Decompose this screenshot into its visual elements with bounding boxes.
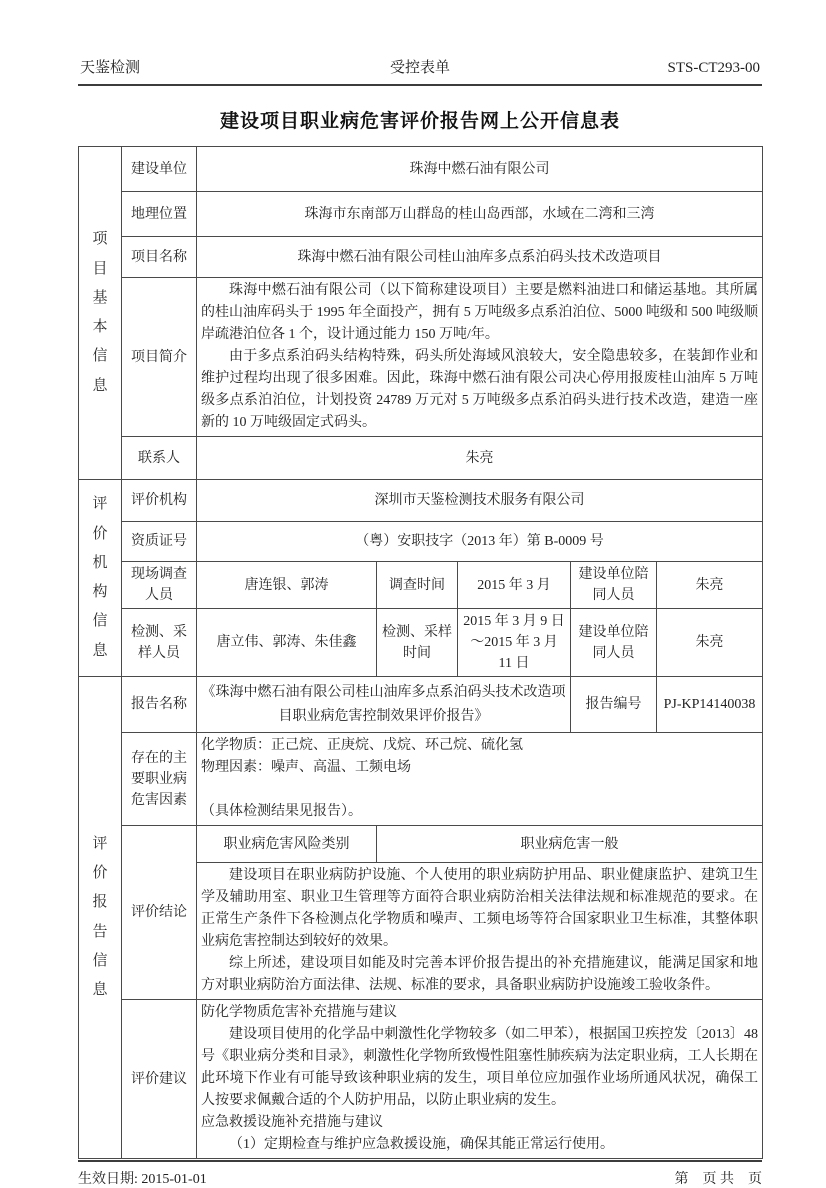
field-label-main-hazards: 存在的主要职业病危害因素 <box>122 733 197 826</box>
field-value-certificate-no: （粤）安职技字（2013 年）第 B-0009 号 <box>197 522 763 562</box>
conclusion-paragraph-2: 综上所述，建设项目如能及时完善本评价报告提出的补充措施建议，能满足国家和地方对职业病防治方面法律、法规、标准的要求，具备职业病防护设施竣工验收条件。 <box>201 956 759 993</box>
section-evaluation-report-info <box>79 677 122 1159</box>
field-label-report-no: 报告编号 <box>571 677 657 733</box>
advice-heading-2: 应急救援设施补充措施与建议 <box>201 1115 383 1130</box>
page-title: 建设项目职业病危害评价报告网上公开信息表 <box>219 111 620 132</box>
table-row <box>79 677 763 733</box>
field-value-sampling-staff: 唐立伟、郭涛、朱佳鑫 <box>197 609 377 677</box>
table-row <box>79 826 763 863</box>
field-value-agency: 深圳市天鉴检测技术服务有限公司 <box>197 480 763 522</box>
footer-page-info: 第 页 共 页 <box>674 1172 762 1187</box>
table-row <box>79 609 763 677</box>
field-value-survey-escort: 朱亮 <box>657 562 763 609</box>
hazards-physical-line: 物理因素：噪声、高温、工频电场 <box>201 760 411 775</box>
document-page <box>78 0 762 1159</box>
field-value-conclusion <box>197 863 763 1000</box>
section-label: 评价报告信息 <box>92 835 108 998</box>
field-label-certificate-no: 资质证号 <box>122 522 197 562</box>
field-label-location: 地理位置 <box>122 192 197 237</box>
advice-heading-1: 防化学物质危害补充措施与建议 <box>201 1005 397 1020</box>
header-doc-code: STS-CT293-00 <box>667 60 760 76</box>
field-label-advice: 评价建议 <box>122 1000 197 1159</box>
field-label-report-name: 报告名称 <box>122 677 197 733</box>
public-info-table <box>78 146 763 1159</box>
table-row <box>79 480 763 522</box>
field-value-risk-category: 职业病危害一般 <box>377 826 763 863</box>
table-row <box>79 1000 763 1159</box>
table-row <box>79 522 763 562</box>
table-row <box>79 437 763 480</box>
field-value-construction-unit: 珠海中燃石油有限公司 <box>197 147 763 192</box>
summary-paragraph-1: 珠海中燃石油有限公司（以下简称建设项目）主要是燃料油进口和储运基地。其所属的桂山油库码头于 1995 年全面投产，拥有 5 万吨级多点系泊泊位、5000 吨级和 500 吨级顺岸疏港泊位各 1 个，设计通过能力 150 万吨/年。 <box>201 283 759 342</box>
section-label: 评价机构信息 <box>92 496 108 659</box>
field-label-project-summary: 项目简介 <box>122 278 197 437</box>
field-value-sampling-escort: 朱亮 <box>657 609 763 677</box>
field-label-survey-escort: 建设单位陪同人员 <box>571 562 657 609</box>
field-value-report-no: PJ-KP14140038 <box>657 677 763 733</box>
table-row <box>79 562 763 609</box>
table-row <box>79 733 763 826</box>
field-value-project-summary <box>197 278 763 437</box>
table-row <box>79 147 763 192</box>
field-label-survey-time: 调查时间 <box>377 562 458 609</box>
field-value-advice <box>197 1000 763 1159</box>
header-brand: 天鉴检测 <box>80 60 141 76</box>
field-label-construction-unit: 建设单位 <box>122 147 197 192</box>
advice-paragraph-2: （1）定期检查与维护应急救援设施，确保其能正常运行使用。 <box>229 1137 614 1152</box>
field-label-agency: 评价机构 <box>122 480 197 522</box>
field-value-survey-time: 2015 年 3 月 <box>458 562 571 609</box>
field-label-contact: 联系人 <box>122 437 197 480</box>
field-label-sampling-time: 检测、采样时间 <box>377 609 458 677</box>
field-value-main-hazards <box>197 733 763 826</box>
field-value-sampling-time: 2015 年 3 月 9 日～2015 年 3 月 11 日 <box>458 609 571 677</box>
section-project-basic-info <box>79 147 122 480</box>
field-label-conclusion: 评价结论 <box>122 826 197 1000</box>
running-footer <box>78 1160 762 1188</box>
header-doc-type: 受控表单 <box>389 60 451 76</box>
table-row <box>79 192 763 237</box>
field-value-survey-staff: 唐连银、郭涛 <box>197 562 377 609</box>
footer-effective-date: 生效日期: 2015-01-01 <box>78 1172 207 1187</box>
advice-paragraph-1: 建设项目使用的化学品中刺激性化学物较多（如二甲苯），根据国卫疾控发〔2013〕48 号《职业病分类和目录》，刺激性化学物所致慢性阻塞性肺疾病为法定职业病，工人长期在此环境下作业有可能导致该种职业病的发生，项目单位应加强作业场所通风状况，确保工人按要求佩戴合适的个人防护用品，以防止职业病的发生。 <box>201 1027 759 1108</box>
field-value-contact: 朱亮 <box>197 437 763 480</box>
field-label-risk-category: 职业病危害风险类别 <box>197 826 377 863</box>
field-value-report-name: 《珠海中燃石油有限公司桂山油库多点系泊码头技术改造项目职业病危害控制效果评价报告》 <box>197 677 571 733</box>
field-label-survey-staff: 现场调查人员 <box>122 562 197 609</box>
hazards-note-line: （具体检测结果见报告）。 <box>201 804 362 819</box>
field-value-location: 珠海市东南部万山群岛的桂山岛西部，水域在二湾和三湾 <box>197 192 763 237</box>
field-label-sampling-staff: 检测、采样人员 <box>122 609 197 677</box>
running-header <box>78 56 762 86</box>
summary-paragraph-2: 由于多点系泊码头结构特殊，码头所处海域风浪较大，安全隐患较多，在装卸作业和维护过程均出现了很多困难。因此，珠海中燃石油有限公司决心停用报废桂山油库 5 万吨级多点系泊泊位，计划投资 24789 万元对 5 万吨级多点系泊码头进行技术改造，建造一座新的 10 万吨级固定式码头。 <box>201 349 759 430</box>
field-value-project-name: 珠海中燃石油有限公司桂山油库多点系泊码头技术改造项目 <box>197 237 763 278</box>
field-label-project-name: 项目名称 <box>122 237 197 278</box>
table-row <box>79 278 763 437</box>
conclusion-paragraph-1: 建设项目在职业病防护设施、个人使用的职业病防护用品、职业健康监护、建筑卫生学及辅助用室、职业卫生管理等方面符合职业病防治相关法律法规和标准规范的要求。在正常生产条件下各检测点化学物质和噪声、工频电场等符合国家职业卫生标准，其整体职业病危害控制达到较好的效果。 <box>201 868 759 949</box>
field-label-sampling-escort: 建设单位陪同人员 <box>571 609 657 677</box>
hazards-chemical-line: 化学物质：正己烷、正庚烷、戊烷、环己烷、硫化氢 <box>201 738 523 753</box>
section-evaluation-agency-info <box>79 480 122 677</box>
section-label: 项目基本信息 <box>92 231 108 394</box>
table-row <box>79 237 763 278</box>
